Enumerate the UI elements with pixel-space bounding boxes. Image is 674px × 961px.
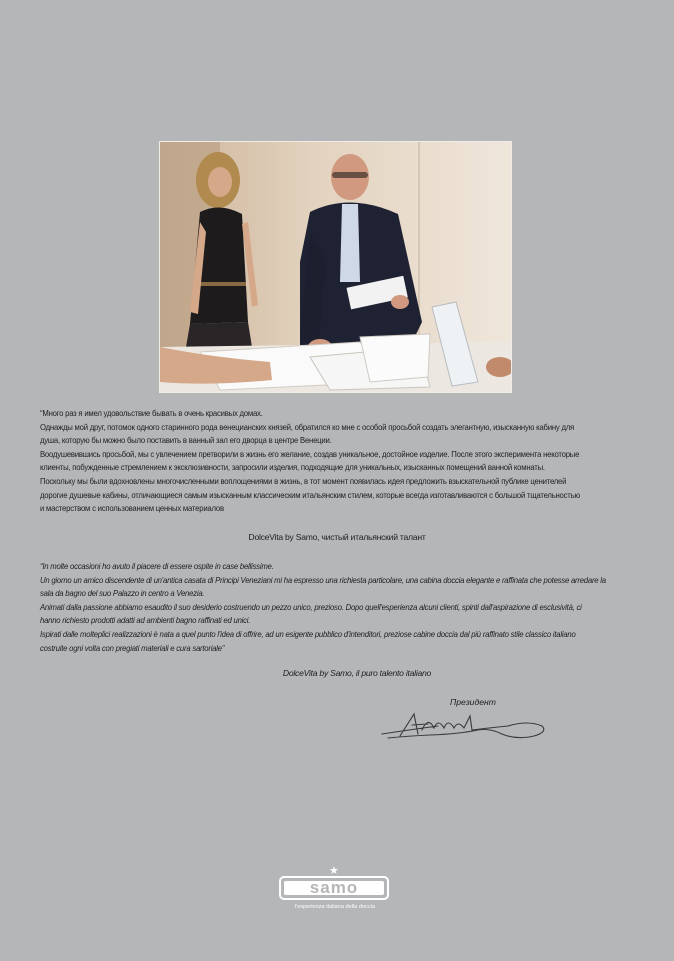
ru-line: “Много раз я имел удовольствие бывать в очень красивых домах. <box>40 408 263 418</box>
star-icon: ★ <box>329 865 339 877</box>
italian-text <box>40 560 634 655</box>
it-line: Animati dalla passione abbiamo esaudito il suo desiderio costruendo un pezzo unico, prezioso. Dopo quell'esperienza alcuni clienti, spinti dall'aspirazione di esclusività, ci <box>40 601 582 612</box>
ru-line: клиенты, побужденные стремлением к эксклюзивности, запросили изделия, подходящие для уникальных, изысканных помещений ванной комнаты. <box>40 462 545 473</box>
it-line: “In molte occasioni ho avuto il piacere di essere ospite in case bellissime. <box>40 561 274 571</box>
it-line: Ispirati dalle molteplici realizzazioni è nata a quel punto l'idea di offrire, ad un esigente pubblico d'intenditori, preziose cabine doccia dal più raffinato stile classico italiano <box>40 628 576 639</box>
russian-tagline: DolceVita by Samo, чистый итальянский талант <box>248 532 426 542</box>
logo-box <box>279 876 389 900</box>
team-photo <box>159 141 512 393</box>
russian-text <box>40 407 634 516</box>
ru-line: дорогие душевые кабины, отличающиеся самым изысканным классическим итальянским стилем, которые всегда изготавливаются с большой тщательностью <box>40 489 580 500</box>
ru-line: и мастерством с использованием ценных материалов <box>40 503 224 514</box>
italian-tagline: DolceVita by Samo, il puro talento italiano <box>282 668 432 678</box>
logo-wordmark: samo <box>284 881 384 895</box>
ru-line: Однажды мой друг, потомок одного старинного рода венецианских князей, обратился ко мне с особой просьбой создать элегантную, изысканную кабину для <box>40 421 574 432</box>
president-title: Президент <box>450 697 496 707</box>
it-line: costruite ogni volta con pregiati materiali e cura sartoriale” <box>40 642 225 653</box>
it-line: hanno richiesto prodotti adatti ad ambienti bagno raffinati ed unici. <box>40 615 251 626</box>
logo-tagline: l'esperienza italiana della doccia <box>294 904 376 910</box>
ru-line: Поскольку мы были вдохновлены многочисленными воплощениями в жизнь, в тот момент появилась идея предложить взыскательной публике ценителей <box>40 475 567 486</box>
it-line: sala da bagno del suo Palazzo in centro a Venezia. <box>40 588 205 599</box>
signature-image <box>378 708 550 747</box>
ru-line: душа, которую бы можно было поставить в ванный зал его дворца в центре Венеции. <box>40 435 332 446</box>
ru-line: Воодушевившись просьбой, мы с увлечением претворили в жизнь его желание, создав уникальное, достойное изделие. После этого эксперимента некоторые <box>40 448 580 459</box>
it-line: Un giorno un amico discendente di un'antica casata di Principi Veneziani mi ha espresso una richiesta particolare, una cabina doccia elegante e raffinata che potesse arredare la <box>40 574 606 585</box>
